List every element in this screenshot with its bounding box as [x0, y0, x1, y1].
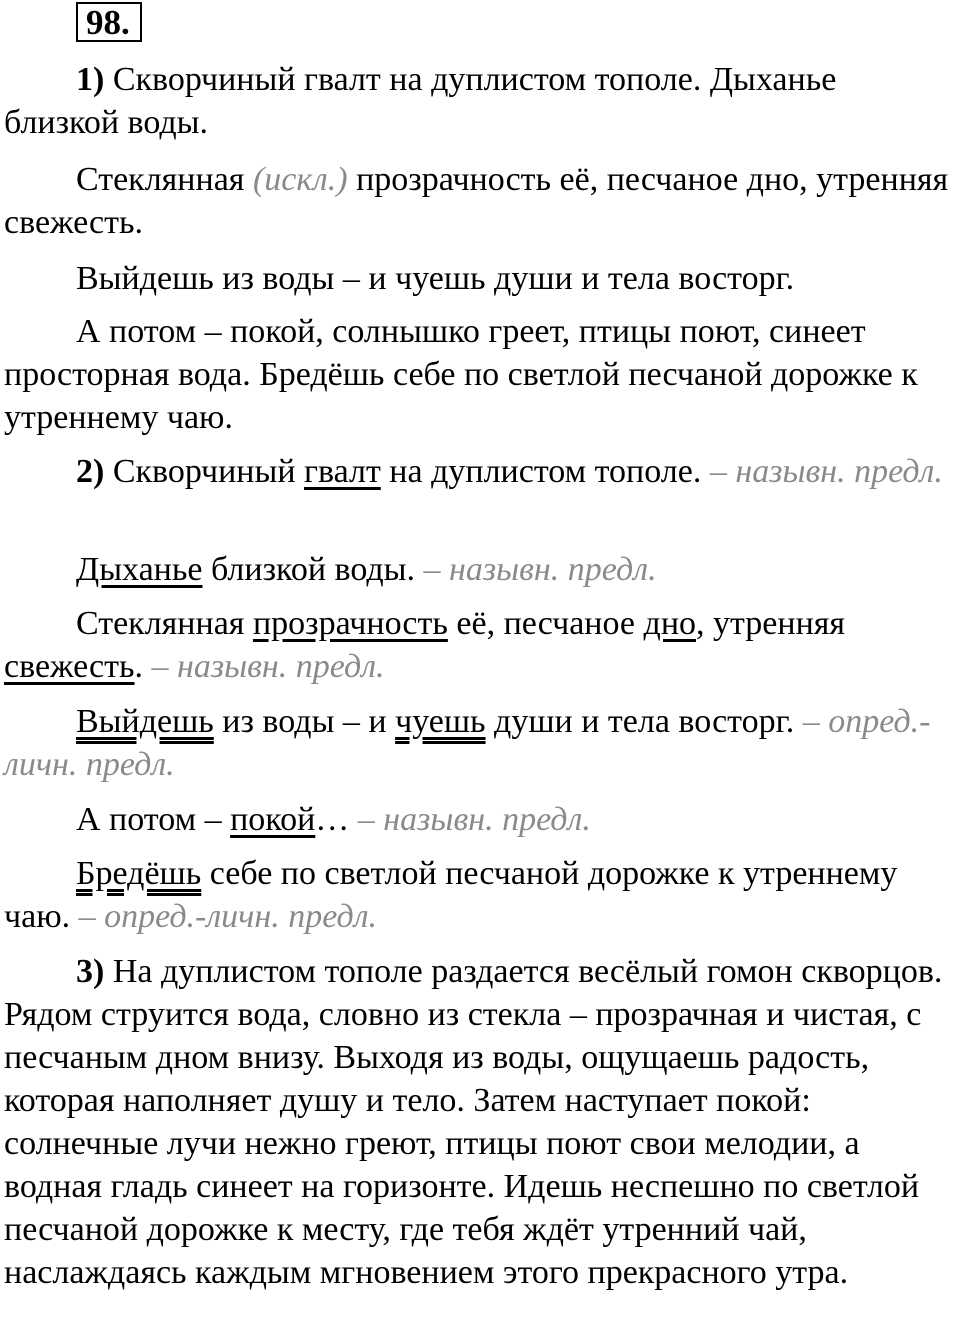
- sentence-type-note: – назывн. предл.: [423, 551, 657, 588]
- subject-word: свежесть: [4, 648, 135, 685]
- sentence-text: себе по светлой песчаной дорожке к утреннему чаю.: [4, 855, 898, 935]
- sentence-text: Стеклянная: [76, 605, 253, 642]
- part3-text: На дуплистом тополе раздается весёлый гомон скворцов. Рядом струится вода, словно из стекла – прозрачная и чистая, с песчаным дном внизу. Выходя из воды, ощущаешь радость, которая наполняет душу и тело. Затем наступает покой: солнечные лучи нежно греют, птицы поют свои мелодии, а водная гладь синеет на горизонте. Идешь неспешно по светлой песчаной дорожке к месту, где тебя ждёт утренний чай, наслаждаясь каждым мгновением этого прекрасного утра.: [4, 953, 943, 1291]
- part3-label: 3): [76, 953, 105, 990]
- exception-note: (искл.): [252, 161, 348, 198]
- part1-paragraph-3: [4, 257, 954, 300]
- part1-paragraph-1: [4, 58, 954, 144]
- sentence-text: близкой воды.: [202, 551, 416, 588]
- part2-sentence-2: [4, 548, 954, 591]
- sentence-text: .: [134, 648, 143, 685]
- part1-text-3: Выйдешь из воды – и чуешь души и тела восторг.: [76, 260, 795, 297]
- part2-sentence-1: [4, 450, 954, 493]
- part1-text-2a: Стеклянная: [76, 161, 245, 198]
- sentence-text: её, песчаное: [447, 605, 644, 642]
- part2-sentence-4: [4, 700, 954, 786]
- part1-text-4: А потом – покой, солнышко греет, птицы поют, синеет просторная вода. Бредёшь себе по светлой песчаной дорожке к утреннему чаю.: [4, 313, 918, 436]
- part1-text-2b: прозрачность её, песчаное дно, утренняя свежесть.: [4, 161, 949, 241]
- sentence-type-note: – назывн. предл.: [709, 453, 943, 490]
- subject-word: Дыханье: [76, 551, 203, 588]
- part1-paragraph-4: [4, 310, 954, 439]
- part2-sentence-3: [4, 602, 954, 688]
- part1-label: 1): [76, 61, 105, 98]
- sentence-text: Скворчиный: [112, 453, 305, 490]
- predicate-word: чуешь: [395, 703, 486, 740]
- sentence-type-note: – опред.-личн. предл.: [78, 898, 378, 935]
- sentence-text: , утренняя: [696, 605, 846, 642]
- part1-text-1: Скворчиный гвалт на дуплистом тополе. Дыханье близкой воды.: [4, 61, 837, 141]
- predicate-word: Бредёшь: [76, 855, 202, 892]
- subject-word: прозрачность: [252, 605, 448, 642]
- part2-sentence-6: [4, 852, 954, 938]
- sentence-type-note: – опред.-личн. предл.: [4, 703, 931, 783]
- subject-word: гвалт: [304, 453, 381, 490]
- sentence-text: А потом –: [76, 801, 231, 838]
- exercise-number: 98.: [76, 2, 142, 42]
- sentence-type-note: – назывн. предл.: [151, 648, 385, 685]
- sentence-type-note: – назывн. предл.: [357, 801, 591, 838]
- sentence-text: души и тела восторг.: [485, 703, 795, 740]
- subject-word: дно: [643, 605, 697, 642]
- part2-label: 2): [76, 453, 105, 490]
- sentence-text: из воды – и: [213, 703, 396, 740]
- part3-paragraph: [4, 950, 954, 1294]
- part1-paragraph-2: [4, 158, 954, 244]
- sentence-text: на дуплистом тополе.: [380, 453, 702, 490]
- sentence-text: …: [315, 801, 350, 838]
- predicate-word: Выйдешь: [76, 703, 214, 740]
- part2-sentence-5: [4, 798, 954, 841]
- subject-word: покой: [230, 801, 316, 838]
